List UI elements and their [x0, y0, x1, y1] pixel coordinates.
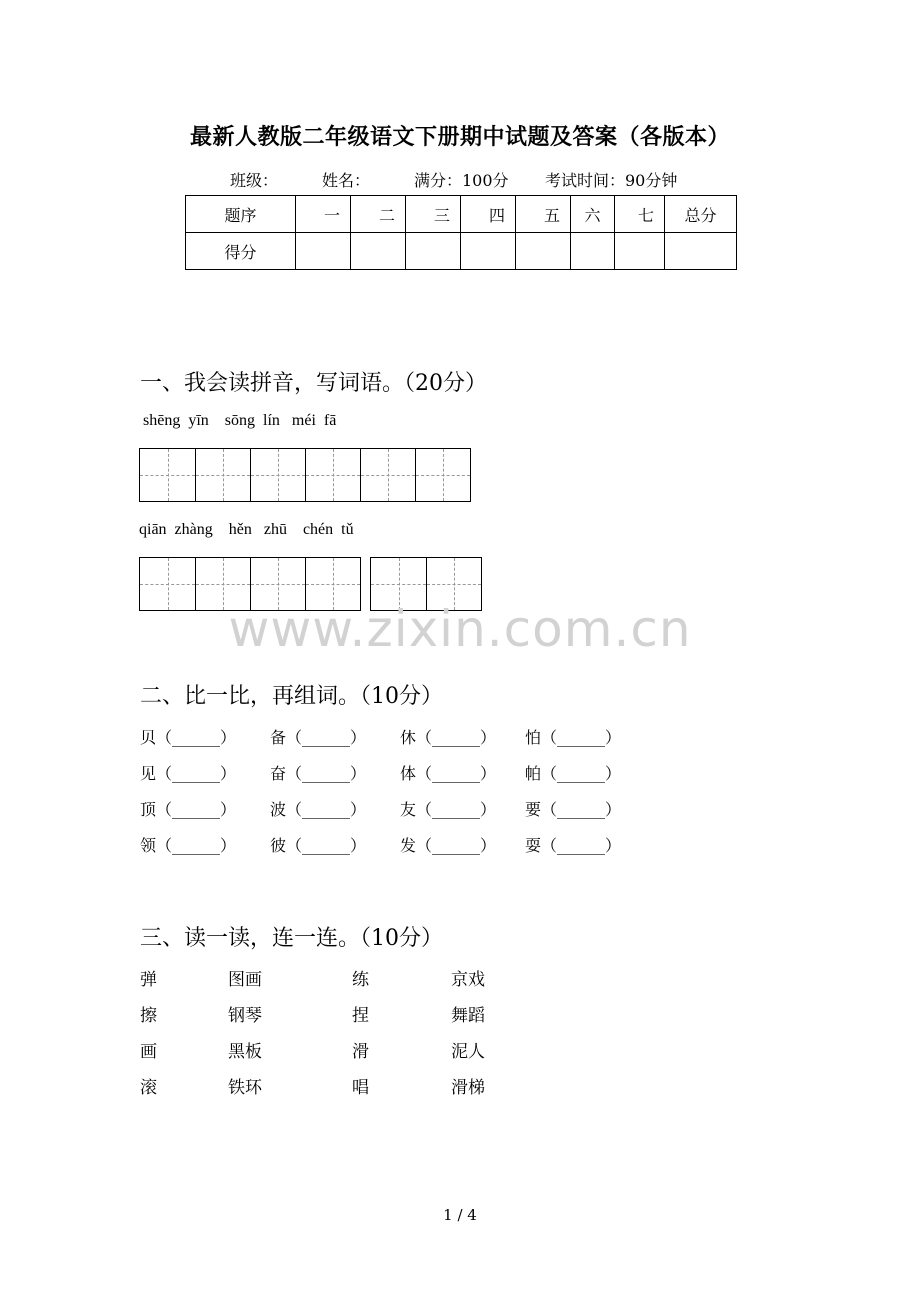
word-fill-item: 见（______）: [140, 764, 237, 783]
page-title: 最新人教版二年级语文下册期中试题及答案（各版本）: [189, 124, 730, 150]
score-table-header-row: [186, 196, 737, 233]
section1-pinyin-line2: qiān zhàng hěn zhū chén tǔ: [139, 521, 354, 538]
writing-cell[interactable]: [140, 449, 195, 501]
score-input-cell[interactable]: [461, 233, 516, 270]
match-item[interactable]: 弹: [140, 970, 157, 990]
match-item[interactable]: 画: [140, 1042, 157, 1062]
match-item[interactable]: 京戏: [451, 970, 485, 990]
section2-heading: 二、比一比，再组词。（10分）: [140, 684, 443, 709]
match-item[interactable]: 擦: [140, 1006, 157, 1026]
match-item[interactable]: 舞蹈: [451, 1006, 485, 1026]
score-header-cell: 题序: [186, 196, 296, 233]
match-item[interactable]: 练: [352, 970, 369, 990]
match-item[interactable]: 泥人: [451, 1042, 485, 1062]
word-fill-item: 帕（______）: [525, 764, 622, 783]
section1-pinyin-line1: shēng yīn sōng lín méi fā: [143, 412, 337, 429]
match-item[interactable]: 图画: [228, 970, 262, 990]
score-header-cell: 三: [406, 196, 461, 233]
word-fill-item: 友（______）: [400, 800, 497, 819]
writing-cell[interactable]: [305, 449, 360, 501]
word-fill-item: 耍（______）: [525, 836, 622, 855]
section3-heading: 三、读一读，连一连。（10分）: [140, 926, 443, 951]
score-input-cell[interactable]: [351, 233, 406, 270]
word-fill-item: 领（______）: [140, 836, 237, 855]
writing-cell[interactable]: [415, 449, 470, 501]
writing-cell[interactable]: [250, 449, 305, 501]
word-fill-item: 贝（______）: [140, 728, 237, 747]
score-input-cell[interactable]: [615, 233, 665, 270]
match-item[interactable]: 滑梯: [451, 1078, 485, 1098]
class-label: 班级：: [230, 171, 279, 190]
word-fill-item: 休（______）: [400, 728, 497, 747]
score-header-cell: 四: [461, 196, 516, 233]
match-item[interactable]: 黑板: [228, 1042, 262, 1062]
page-number: 1 / 4: [443, 1206, 477, 1224]
score-header-cell: 总分: [665, 196, 737, 233]
word-fill-item: 彼（______）: [270, 836, 367, 855]
word-fill-item: 发（______）: [400, 836, 497, 855]
writing-cell[interactable]: [195, 449, 250, 501]
writing-grid-line1: [139, 448, 471, 502]
match-item[interactable]: 滑: [352, 1042, 369, 1062]
word-fill-item: 备（______）: [270, 728, 367, 747]
score-header-cell: 五: [516, 196, 571, 233]
score-header-cell: 二: [351, 196, 406, 233]
score-input-cell[interactable]: [296, 233, 351, 270]
watermark: www.zixin.com.cn: [228, 600, 692, 658]
match-item[interactable]: 滚: [140, 1078, 157, 1098]
name-label: 姓名：: [322, 171, 371, 190]
score-input-cell[interactable]: [406, 233, 461, 270]
word-fill-item: 顶（______）: [140, 800, 237, 819]
word-fill-item: 波（______）: [270, 800, 367, 819]
full-score-label: 满分：100分: [414, 171, 509, 190]
match-item[interactable]: 唱: [352, 1078, 369, 1098]
score-row-label: 得分: [186, 233, 296, 270]
match-item[interactable]: 铁环: [228, 1078, 262, 1098]
word-fill-item: 奋（______）: [270, 764, 367, 783]
score-table: [185, 195, 737, 270]
score-header-cell: 一: [296, 196, 351, 233]
word-fill-item: 要（______）: [525, 800, 622, 819]
score-input-cell[interactable]: [516, 233, 571, 270]
word-fill-item: 怕（______）: [525, 728, 622, 747]
time-label: 考试时间：90分钟: [545, 171, 678, 190]
writing-cell[interactable]: [360, 449, 415, 501]
score-input-cell[interactable]: [571, 233, 615, 270]
score-header-cell: 六: [571, 196, 615, 233]
match-item[interactable]: 钢琴: [228, 1006, 262, 1026]
score-header-cell: 七: [615, 196, 665, 233]
word-fill-item: 体（______）: [400, 764, 497, 783]
match-item[interactable]: 捏: [352, 1006, 369, 1026]
score-table-score-row: [186, 233, 737, 270]
section1-heading: 一、我会读拼音，写词语。（20分）: [140, 371, 487, 396]
score-input-cell[interactable]: [665, 233, 737, 270]
